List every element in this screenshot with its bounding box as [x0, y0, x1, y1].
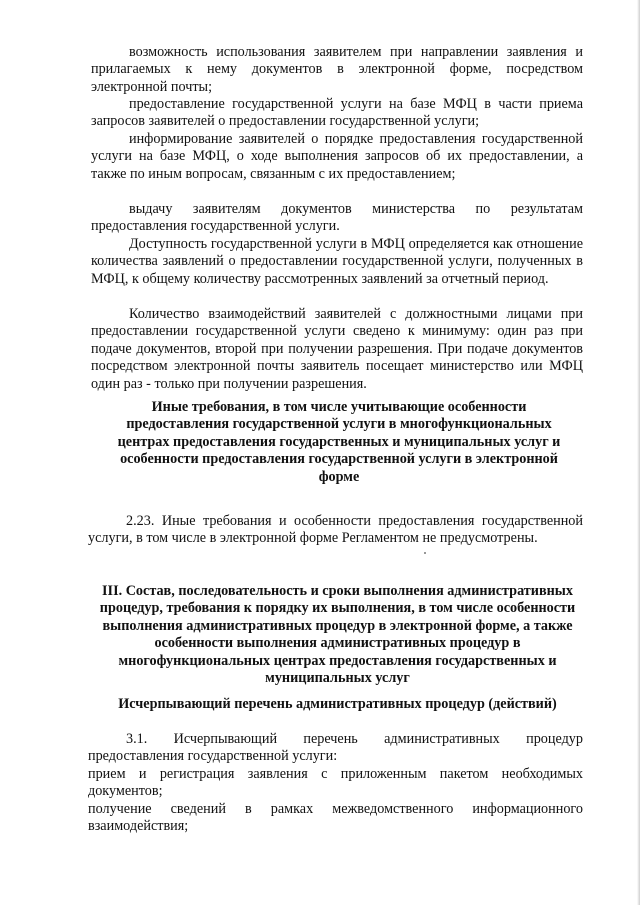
list-item-reception-registration: прием и регистрация заявления с приложенным пакетом необходимых документов;	[88, 766, 583, 800]
scan-speck	[424, 552, 426, 554]
section-heading-other-requirements: Иные требования, в том числе учитывающие особенности предоставления государственной услуги в многофункциональных центрах предоставления государственных и муниципальных услуг и особенности предоставления государственной услуги в электронной форме	[117, 399, 561, 485]
paragraph-mfc-availability: Доступность государственной услуги в МФЦ определяется как отношение количества заявлений о предоставлении государственной услуги, полученных в МФЦ, к общему количеству рассмотренных заявлений за отчетный период.	[91, 236, 583, 287]
paragraph-mfc-reception: предоставление государственной услуги на базе МФЦ в части приема запросов заявителей о предоставлении государственной услуги;	[91, 96, 583, 130]
subsection-heading-procedures-list: Исчерпывающий перечень административных процедур (действий)	[118, 696, 557, 712]
list-item-interagency-information: получение сведений в рамках межведомственного информационного взаимодействия;	[88, 801, 583, 835]
paragraph-issuing-documents: выдачу заявителям документов министерства по результатам предоставления государственной услуги.	[91, 201, 583, 235]
paragraph-3-1: 3.1. Исчерпывающий перечень административных процедур предоставления государственной услуги:	[88, 731, 583, 765]
paragraph-2-23: 2.23. Иные требования и особенности предоставления государственной услуги, в том числе в электронной форме Регламентом не предусмотрены.	[88, 513, 583, 547]
paragraph-electronic-submission: возможность использования заявителем при направлении заявления и прилагаемых к нему документов в электронной форме, посредством электронной почты;	[91, 44, 583, 95]
section-heading-iii: III. Состав, последовательность и сроки выполнения административных процедур, требования к порядку их выполнения, в том числе особенности выполнения административных процедур в электронной форме, а также особенности выполнения административных процедур в многофункциональных центрах предоставления государственных и муниципальных услуг	[99, 583, 576, 687]
paragraph-interactions: Количество взаимодействий заявителей с должностными лицами при предоставлении государственной услуги сведено к минимуму: один раз при подаче документов, второй при получении разрешения. При подаче документов посредством электронной почты заявитель посещает министерство или МФЦ один раз - только при получении разрешения.	[91, 306, 583, 392]
paragraph-informing: информирование заявителей о порядке предоставления государственной услуги на базе МФЦ, о ходе выполнения запросов об их предоставлении, а также по иным вопросам, связанным с их предоставлением;	[91, 131, 583, 182]
